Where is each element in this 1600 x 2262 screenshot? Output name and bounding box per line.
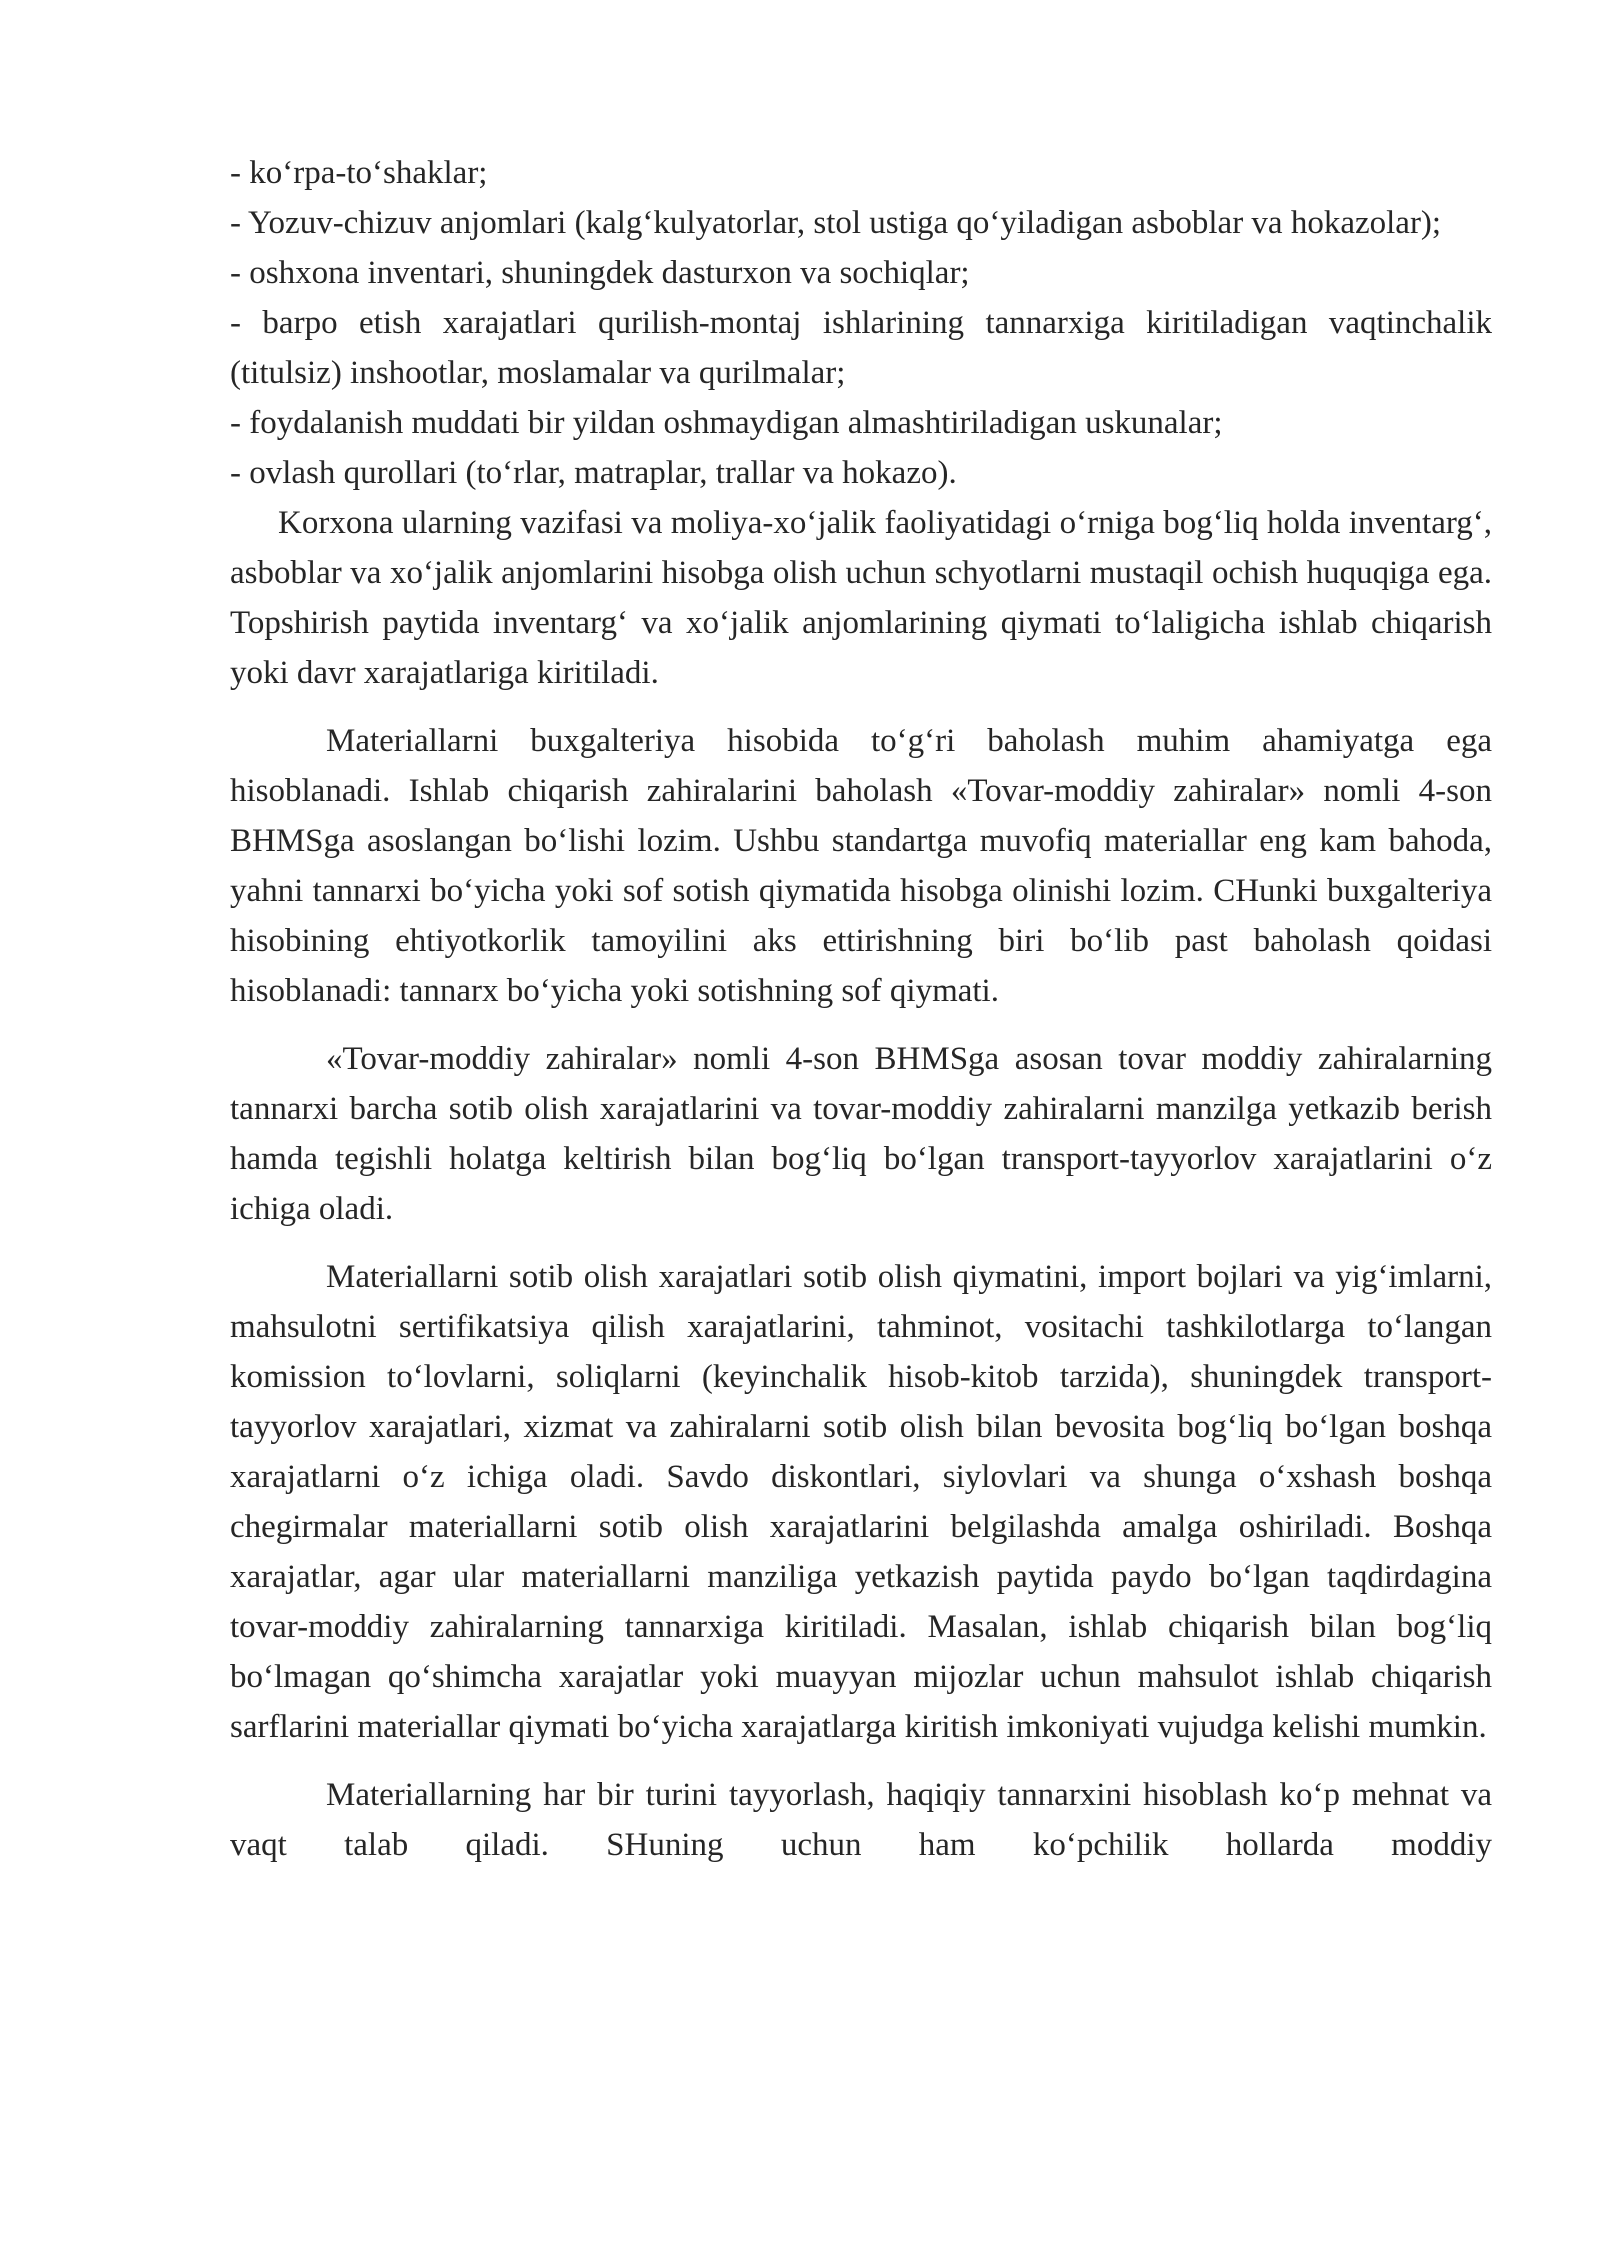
list-item: - barpo etish xarajatlari qurilish-montaj ishlarining tannarxiga kiritiladigan vaqtinchalik (titulsiz) inshootlar, moslamalar va qurilmalar;: [230, 305, 1492, 391]
paragraph: Materiallarning har bir turini tayyorlash, haqiqiy tannarxini hisoblash ko‘p mehnat va vaqt talab qiladi. SHuning uchun ham ko‘pchilik hollarda moddiy: [230, 1777, 1492, 1863]
paragraph: «Tovar-moddiy zahiralar» nomli 4-son BHMSga asosan tovar moddiy zahiralarning tannarxi barcha sotib olish xarajatlarini va tovar-moddiy zahiralarni manzilga yetkazib berish hamda tegishli holatga keltirish bilan bog‘liq bo‘lgan transport-tayyorlov xarajatlarini o‘z ichiga oladi.: [230, 1041, 1492, 1227]
document-page: [230, 148, 1492, 1870]
paragraph: Materiallarni buxgalteriya hisobida to‘g‘ri baholash muhim ahamiyatga ega hisoblanadi. Ishlab chiqarish zahiralarini baholash «Tovar-moddiy zahiralar» nomli 4-son BHMSga asoslangan bo‘lishi lozim. Ushbu standartga muvofiq materiallar eng kam bahoda, yahni tannarxi bo‘yicha yoki sof sotish qiymatida hisobga olinishi lozim. CHunki buxgalteriya hisobining ehtiyotkorlik tamoyilini aks ettirishning biri bo‘lib past baholash qoidasi hisoblanadi: tannarx bo‘yicha yoki sotishning sof qiymati.: [230, 723, 1492, 1009]
list-item: - ko‘rpa-to‘shaklar;: [230, 155, 488, 191]
paragraph: Korxona ularning vazifasi va moliya-xo‘jalik faoliyatidagi o‘rniga bog‘liq holda inventarg‘, asboblar va xo‘jalik anjomlarini hisobga olish uchun schyotlarni mustaqil ochish huquqiga ega. Topshirish paytida inventarg‘ va xo‘jalik anjomlarining qiymati to‘laligicha ishlab chiqarish yoki davr xarajatlariga kiritiladi.: [230, 505, 1492, 691]
list-item: - ovlash qurollari (to‘rlar, matraplar, trallar va hokazo).: [230, 455, 957, 491]
list-item: - foydalanish muddati bir yildan oshmaydigan almashtiriladigan uskunalar;: [230, 405, 1223, 441]
list-item: - oshxona inventari, shuningdek dasturxon va sochiqlar;: [230, 255, 970, 291]
list-item: - Yozuv-chizuv anjomlari (kalg‘kulyatorlar, stol ustiga qo‘yiladigan asboblar va hokazolar);: [230, 205, 1442, 241]
paragraph: Materiallarni sotib olish xarajatlari sotib olish qiymatini, import bojlari va yig‘imlarni, mahsulotni sertifikatsiya qilish xarajatlarini, tahminot, vositachi tashkilotlarga to‘langan komission to‘lovlarni, soliqlarni (keyinchalik hisob-kitob tarzida), shuningdek transport-tayyorlov xarajatlari, xizmat va zahiralarni sotib olish bilan bevosita bog‘liq bo‘lgan boshqa xarajatlarni o‘z ichiga oladi. Savdo diskontlari, siylovlari va shunga o‘xshash boshqa chegirmalar materiallarni sotib olish xarajatlarini belgilashda amalga oshiriladi. Boshqa xarajatlar, agar ular materiallarni manziliga yetkazish paytida paydo bo‘lgan taqdirdagina tovar-moddiy zahiralarning tannarxiga kiritiladi. Masalan, ishlab chiqarish bilan bog‘liq bo‘lmagan qo‘shimcha xarajatlar yoki muayyan mijozlar uchun mahsulot ishlab chiqarish sarflarini materiallar qiymati bo‘yicha xarajatlarga kiritish imkoniyati vujudga kelishi mumkin.: [230, 1259, 1492, 1745]
